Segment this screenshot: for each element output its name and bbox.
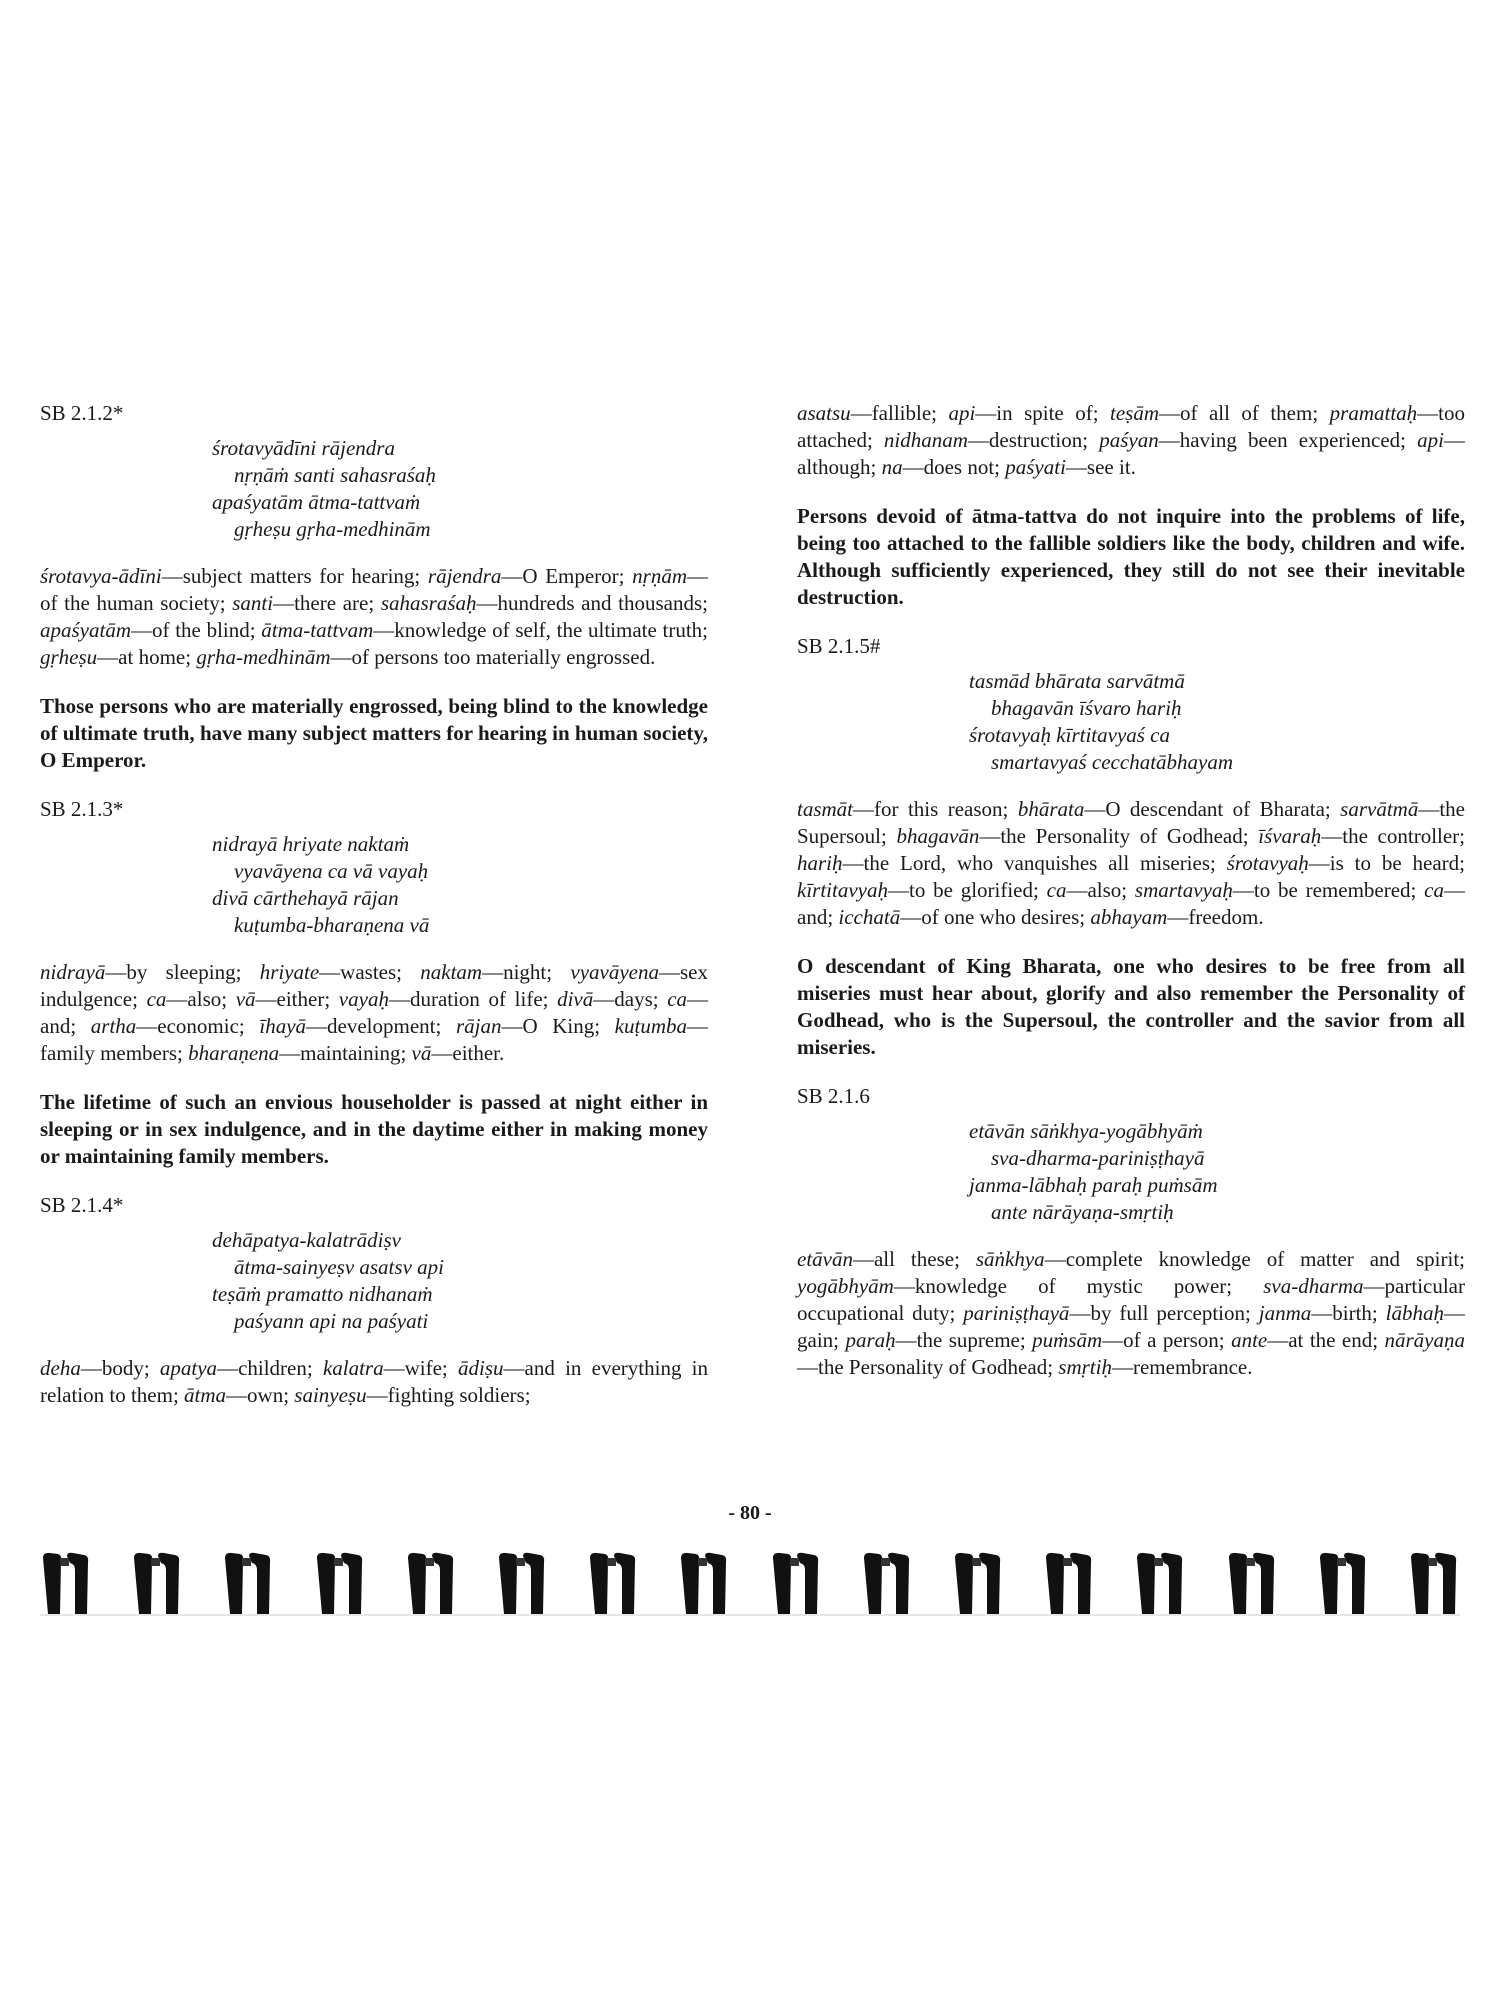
synonym-word: kuṭumba	[614, 1014, 687, 1038]
synonym-word: bhagavān	[896, 824, 980, 848]
synonym-meaning: —having been experienced;	[1158, 428, 1418, 452]
synonym-meaning: —hundreds and thousands;	[476, 591, 708, 615]
synonym-word: teṣām	[1110, 401, 1159, 425]
verse-line: sva-dharma-pariniṣṭhayā	[991, 1146, 1205, 1170]
binding-ring	[1226, 1552, 1278, 1616]
synonym-word: śrotavyaḥ	[1226, 851, 1309, 875]
verse-line: śrotavyaḥ kīrtitavyaś ca	[969, 723, 1171, 747]
verse-line: janma-lābhaḥ paraḥ puṁsām	[969, 1173, 1218, 1197]
synonym-meaning: —too attached;	[797, 401, 1465, 452]
binding-ring	[496, 1552, 548, 1616]
verse-reference: SB 2.1.2*	[40, 401, 124, 425]
synonym-meaning: —to be glorified;	[887, 878, 1047, 902]
section-sb-2-1-2	[40, 400, 708, 774]
synonym-word: tasmāt	[797, 797, 854, 821]
synonym-meaning: —there are;	[273, 591, 381, 615]
synonym-word: vayaḥ	[338, 987, 389, 1011]
synonym-meaning: —also;	[1066, 878, 1135, 902]
synonym-word: rājan	[455, 1014, 502, 1038]
synonym-meaning: —to be remembered;	[1232, 878, 1425, 902]
synonym-meaning: —sex indulgence;	[40, 960, 708, 1011]
translation: The lifetime of such an envious householder is passed at night either in sleeping or in sex indulgence, and in the daytime either in making money or maintaining family members.	[40, 1090, 708, 1168]
verse-line: bhagavān īśvaro hariḥ	[991, 696, 1182, 720]
synonym-meaning: —family members;	[40, 1014, 708, 1065]
synonym-meaning: —economic;	[136, 1014, 260, 1038]
synonym-meaning: —of all of them;	[1159, 401, 1330, 425]
synonym-meaning: —of the human society;	[40, 564, 708, 615]
synonym-meaning: —although;	[797, 428, 1465, 479]
synonym-meaning: —is to be heard;	[1308, 851, 1465, 875]
verse-line: nidrayā hriyate naktaṁ	[212, 832, 410, 856]
synonym-meaning: —by full perception;	[1069, 1301, 1259, 1325]
verse-line: etāvān sāṅkhya-yogābhyāṁ	[969, 1119, 1203, 1143]
verse-line: smartavyaś cecchatābhayam	[991, 750, 1234, 774]
synonym-meaning: —of persons too materially engrossed.	[330, 645, 656, 669]
synonym-meaning: —the controller;	[1321, 824, 1466, 848]
verse-line: nṛṇāṁ santi sahasraśaḥ	[234, 463, 436, 487]
synonym-meaning: —all these;	[852, 1247, 976, 1271]
synonym-word: naktam	[420, 960, 483, 984]
synonym-meaning: —subject matters for hearing;	[161, 564, 428, 588]
translation: Those persons who are materially engrossed, being blind to the knowledge of ultimate truth, have many subject matters for hearing in human society, O Emperor.	[40, 694, 708, 772]
binding-ring	[131, 1552, 183, 1616]
synonym-word: artha	[90, 1014, 137, 1038]
synonym-word: ādiṣu	[458, 1356, 504, 1380]
verse-line: kuṭumba-bharaṇena vā	[234, 913, 430, 937]
synonym-meaning: —own;	[226, 1383, 295, 1407]
synonym-word: ca	[667, 987, 688, 1011]
synonym-meaning: —the Supersoul;	[797, 797, 1465, 848]
verse-line: dehāpatya-kalatrādiṣv	[212, 1228, 401, 1252]
synonym-word: sarvātmā	[1340, 797, 1419, 821]
sanskrit-verse	[969, 1118, 1465, 1226]
synonym-word: nidrayā	[40, 960, 106, 984]
verse-line: ātma-sainyeṣv asatsv api	[234, 1255, 444, 1279]
synonym-word: deha	[40, 1356, 81, 1380]
section-sb-2-1-3	[40, 796, 708, 1170]
page-number: - 80 -	[728, 1502, 772, 1524]
synonym-meaning: —fighting soldiers;	[366, 1383, 531, 1407]
synonym-word: nidhanam	[883, 428, 968, 452]
synonym-word: sainyeṣu	[294, 1383, 367, 1407]
synonym-meaning: —complete knowledge of matter and spirit;	[1044, 1247, 1465, 1271]
synonym-meaning: —O King;	[501, 1014, 615, 1038]
right-column	[797, 400, 1465, 1403]
synonym-word: paśyati	[1005, 455, 1066, 479]
synonym-meaning: —and in everything in relation to them;	[40, 1356, 709, 1407]
synonym-word: yogābhyām	[797, 1274, 894, 1298]
binding-ring	[678, 1552, 730, 1616]
synonym-word: gṛheṣu	[40, 645, 98, 669]
synonym-word: kalatra	[322, 1356, 384, 1380]
synonym-meaning: —the Personality of Godhead;	[979, 824, 1259, 848]
synonym-meaning: —wastes;	[319, 960, 421, 984]
synonym-word: ātma	[184, 1383, 227, 1407]
synonym-word: paraḥ	[845, 1328, 896, 1352]
sanskrit-verse	[212, 435, 708, 543]
synonym-meaning: —at the end;	[1267, 1328, 1385, 1352]
synonym-meaning: —of the blind;	[131, 618, 262, 642]
synonym-meaning: —destruction;	[967, 428, 1100, 452]
synonyms	[797, 1246, 1465, 1381]
synonym-word: etāvān	[797, 1247, 853, 1271]
synonym-word: api	[948, 401, 976, 425]
synonyms	[797, 796, 1465, 931]
binding-ring	[587, 1552, 639, 1616]
sanskrit-verse	[212, 1227, 708, 1335]
synonym-word: apatya	[159, 1356, 218, 1380]
synonym-word: smṛtiḥ	[1058, 1355, 1112, 1379]
synonym-word: ca	[146, 987, 167, 1011]
synonym-word: bhārata	[1017, 797, 1085, 821]
synonym-meaning: —and;	[40, 987, 709, 1038]
binding-ring	[1043, 1552, 1095, 1616]
synonym-word: vā	[235, 987, 256, 1011]
verse-line: divā cārthehayā rājan	[212, 886, 399, 910]
synonym-meaning: —fallible;	[850, 401, 949, 425]
section-sb-2-1-4	[40, 1192, 708, 1409]
binding-ring	[222, 1552, 274, 1616]
synonym-meaning: —maintaining;	[279, 1041, 412, 1065]
synonym-word: lābhaḥ	[1385, 1301, 1445, 1325]
synonym-word: pariniṣṭhayā	[963, 1301, 1070, 1325]
synonym-meaning: —either.	[431, 1041, 505, 1065]
verse-line: gṛheṣu gṛha-medhinām	[234, 517, 431, 541]
verse-line: śrotavyādīni rājendra	[212, 436, 395, 460]
verse-line: ante nārāyaṇa-smṛtiḥ	[991, 1200, 1174, 1224]
synonym-word: hariḥ	[797, 851, 843, 875]
synonym-word: gṛha-medhinām	[196, 645, 331, 669]
synonym-word: api	[1417, 428, 1444, 452]
synonym-meaning: —gain;	[797, 1301, 1466, 1352]
synonym-meaning: —by sleeping;	[105, 960, 260, 984]
synonym-word: na	[881, 455, 903, 479]
binding-ring	[861, 1552, 913, 1616]
synonym-word: abhayam	[1090, 905, 1168, 929]
verse-reference: SB 2.1.6	[797, 1084, 870, 1108]
synonym-meaning: —also;	[166, 987, 236, 1011]
section-sb-2-1-5	[797, 633, 1465, 1061]
section-sb-2-1-6	[797, 1083, 1465, 1381]
synonym-meaning: —days;	[593, 987, 668, 1011]
sanskrit-verse	[212, 831, 708, 939]
synonyms	[40, 959, 708, 1067]
synonym-meaning: —see it.	[1065, 455, 1136, 479]
synonym-meaning: —in spite of;	[975, 401, 1110, 425]
synonym-word: ante	[1231, 1328, 1268, 1352]
synonym-word: icchatā	[838, 905, 901, 929]
synonym-meaning: —birth;	[1311, 1301, 1386, 1325]
verse-line: apaśyatām ātma-tattvaṁ	[212, 490, 421, 514]
synonym-meaning: —body;	[80, 1356, 160, 1380]
synonyms	[797, 400, 1465, 481]
synonym-word: sahasraśaḥ	[380, 591, 477, 615]
synonym-meaning: —development;	[306, 1014, 456, 1038]
verse-line: teṣāṁ pramatto nidhanaṁ	[212, 1282, 433, 1306]
synonym-word: apaśyatām	[40, 618, 131, 642]
synonym-word: vā	[411, 1041, 432, 1065]
synonym-word: paśyan	[1099, 428, 1159, 452]
synonyms	[40, 1355, 708, 1409]
synonym-meaning: —O Emperor;	[501, 564, 633, 588]
synonym-meaning: —remembrance.	[1111, 1355, 1253, 1379]
verse-reference: SB 2.1.5#	[797, 634, 881, 658]
verse-reference: SB 2.1.4*	[40, 1193, 124, 1217]
synonym-word: santi	[232, 591, 274, 615]
binding-ring	[314, 1552, 366, 1616]
synonym-meaning: —of a person;	[1102, 1328, 1232, 1352]
synonym-meaning: —O descendant of Bharata;	[1084, 797, 1341, 821]
synonym-meaning: —the supreme;	[895, 1328, 1033, 1352]
synonym-word: divā	[557, 987, 594, 1011]
synonym-word: puṁsām	[1032, 1328, 1103, 1352]
synonym-meaning: —the Personality of Godhead;	[797, 1355, 1059, 1379]
synonym-word: asatsu	[797, 401, 851, 425]
synonym-word: nārāyaṇa	[1384, 1328, 1465, 1352]
verse-line: vyavāyena ca vā vayaḥ	[234, 859, 429, 883]
translation: Persons devoid of ātma-tattva do not inquire into the problems of life, being too attached to the fallible soldiers like the body, children and wife. Although sufficiently experienced, they still do not see their inevitable destruction.	[797, 504, 1465, 609]
verse-reference: SB 2.1.3*	[40, 797, 124, 821]
verse-line: paśyann api na paśyati	[234, 1309, 429, 1333]
synonym-meaning: —either;	[255, 987, 339, 1011]
synonyms	[40, 563, 708, 671]
synonym-word: īhayā	[259, 1014, 307, 1038]
synonym-meaning: —and;	[797, 878, 1465, 929]
section-sb-2-1-4-continued	[797, 400, 1465, 611]
synonym-word: nṛṇām	[632, 564, 687, 588]
left-column	[40, 400, 708, 1431]
synonym-word: sāṅkhya	[975, 1247, 1045, 1271]
synonym-word: īśvaraḥ	[1258, 824, 1322, 848]
synonym-word: ātma-tattvam	[261, 618, 374, 642]
synonym-meaning: —duration of life;	[388, 987, 558, 1011]
synonym-meaning: —at home;	[97, 645, 197, 669]
synonym-word: janma	[1258, 1301, 1312, 1325]
synonym-word: sva-dharma	[1263, 1274, 1364, 1298]
binding-ring	[952, 1552, 1004, 1616]
spiral-binding	[40, 1552, 1460, 1618]
synonym-word: śrotavya-ādīni	[40, 564, 162, 588]
synonym-word: kīrtitavyaḥ	[797, 878, 888, 902]
binding-ring	[405, 1552, 457, 1616]
binding-ring	[1408, 1552, 1460, 1616]
translation: O descendant of King Bharata, one who desires to be free from all miseries must hear about, glorify and also remember the Personality of Godhead, who is the Supersoul, the controller and the savior from all miseries.	[797, 954, 1465, 1059]
synonym-meaning: —knowledge of self, the ultimate truth;	[373, 618, 709, 642]
sanskrit-verse	[969, 668, 1465, 776]
synonym-word: ca	[1424, 878, 1444, 902]
synonym-word: rājendra	[427, 564, 502, 588]
synonym-meaning: —children;	[217, 1356, 323, 1380]
synonym-word: pramattaḥ	[1329, 401, 1418, 425]
synonym-meaning: —the Lord, who vanquishes all miseries;	[842, 851, 1227, 875]
synonym-meaning: —wife;	[383, 1356, 458, 1380]
binding-ring	[770, 1552, 822, 1616]
synonym-meaning: —does not;	[902, 455, 1006, 479]
binding-ring	[1134, 1552, 1186, 1616]
synonym-meaning: —night;	[482, 960, 571, 984]
binding-ring	[1317, 1552, 1369, 1616]
synonym-word: smartavyaḥ	[1134, 878, 1233, 902]
synonym-word: vyavāyena	[570, 960, 659, 984]
synonym-meaning: —for this reason;	[853, 797, 1018, 821]
synonym-meaning: —knowledge of mystic power;	[893, 1274, 1264, 1298]
synonym-word: hriyate	[259, 960, 320, 984]
synonym-meaning: —particular occupational duty;	[797, 1274, 1465, 1325]
synonym-word: ca	[1046, 878, 1067, 902]
binding-ring	[40, 1552, 92, 1616]
verse-line: tasmād bhārata sarvātmā	[969, 669, 1185, 693]
synonym-word: bharaṇena	[188, 1041, 280, 1065]
synonym-meaning: —freedom.	[1167, 905, 1264, 929]
synonym-meaning: —of one who desires;	[900, 905, 1091, 929]
